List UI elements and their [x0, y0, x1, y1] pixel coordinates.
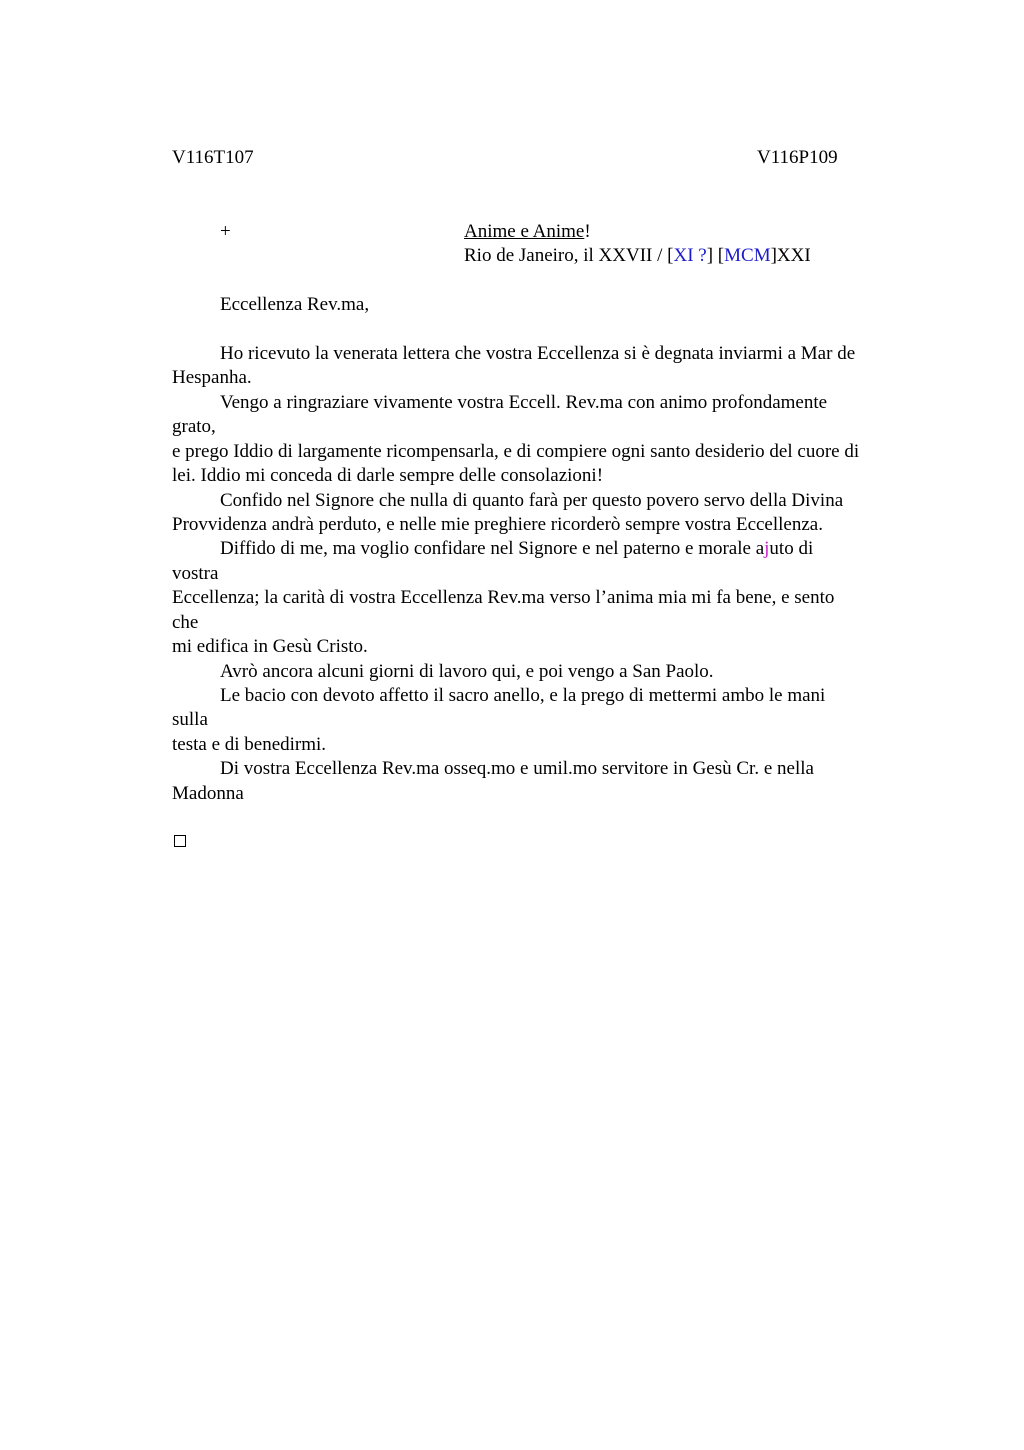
body-line: Le bacio con devoto affetto il sacro anello, e la prego di mettermi ambo le mani: [220, 685, 826, 706]
body-line: Avrò ancora alcuni giorni di lavoro qui, e poi vengo a San Paolo.: [220, 661, 714, 682]
place-date: [464, 244, 811, 268]
body-line: Confido nel Signore che nulla di quanto farà per questo povero servo della Divina: [220, 490, 844, 511]
motto: [464, 220, 591, 244]
body-line: Hespanha.: [172, 367, 252, 388]
place-date-prefix: Rio de Janeiro, il XXVII / [: [464, 245, 674, 266]
editorial-month: XI ?: [673, 245, 707, 266]
document-code-right: V116P109: [757, 147, 838, 168]
body-line-part: Diffido di me, ma voglio confidare nel Signore e nel paterno e morale a: [220, 538, 765, 559]
body-line: e prego Iddio di largamente ricompensarla, e di compiere ogni santo desiderio del cuore di: [172, 441, 860, 462]
checkbox-icon: [174, 835, 186, 847]
body-line: Provvidenza andrà perduto, e nelle mie preghiere ricorderò sempre vostra Eccellenza.: [172, 514, 823, 535]
body-line: sulla: [172, 709, 208, 730]
body-line: [220, 537, 813, 561]
body-line: testa e di benedirmi.: [172, 734, 327, 755]
document-code-left: V116T107: [172, 147, 254, 168]
editorial-century: MCM: [724, 245, 771, 266]
place-date-suffix: ]XXI: [770, 245, 811, 266]
motto-text: Anime e Anime: [464, 221, 585, 242]
body-line: vostra: [172, 563, 219, 584]
body-line-part: uto di: [769, 538, 814, 559]
body-line: grato,: [172, 416, 216, 437]
cross-mark: +: [220, 221, 231, 242]
salutation: Eccellenza Rev.ma,: [220, 294, 370, 315]
body-line: mi edifica in Gesù Cristo.: [172, 636, 368, 657]
body-line: Eccellenza; la carità di vostra Eccellenza Rev.ma verso l’anima mia mi fa bene, e sento: [172, 587, 835, 608]
motto-punctuation: !: [584, 221, 591, 242]
body-line: Vengo a ringraziare vivamente vostra Eccell. Rev.ma con animo profondamente: [220, 392, 828, 413]
body-line: lei. Iddio mi conceda di darle sempre delle consolazioni!: [172, 465, 604, 486]
place-date-mid: ] [: [706, 245, 725, 266]
body-line: che: [172, 612, 199, 633]
body-line: Madonna: [172, 783, 244, 804]
body-line: Di vostra Eccellenza Rev.ma osseq.mo e umil.mo servitore in Gesù Cr. e nella: [220, 758, 814, 779]
body-line: Ho ricevuto la venerata lettera che vostra Eccellenza si è degnata inviarmi a Mar de: [220, 343, 856, 364]
editorial-letter: j: [764, 538, 770, 559]
